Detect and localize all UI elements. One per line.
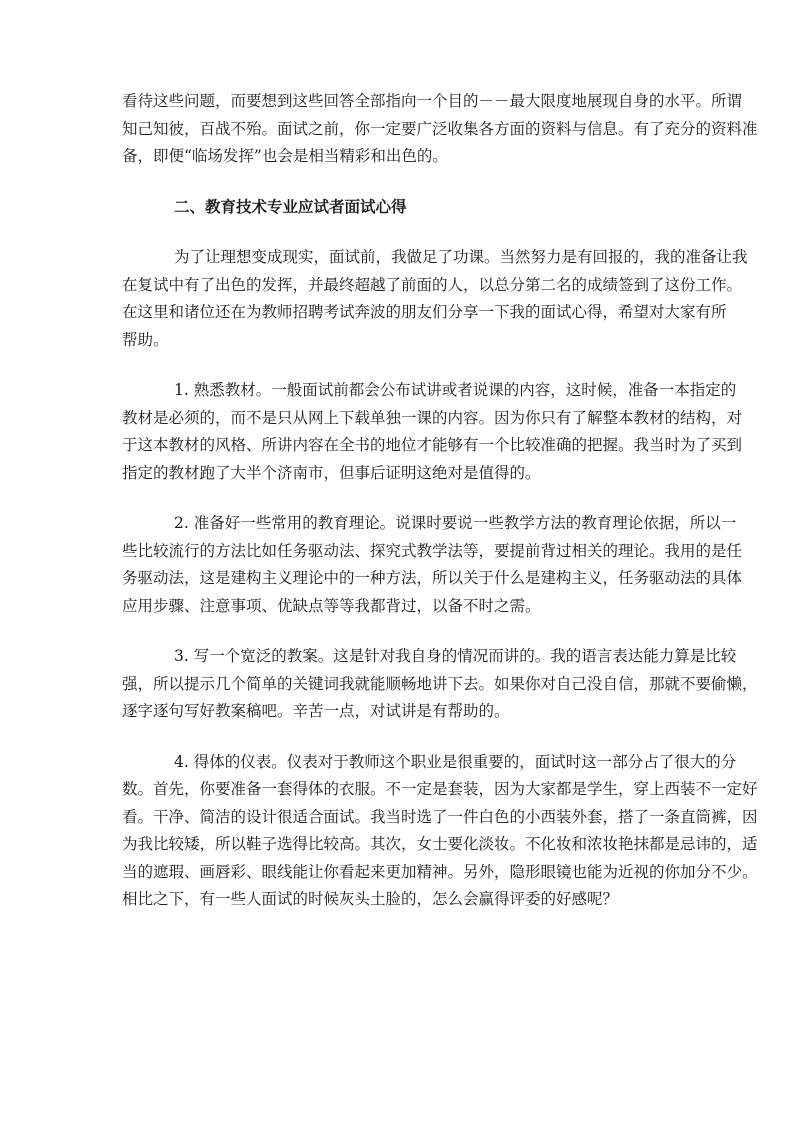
text-line: 4. 得体的仪表。仪表对于教师这个职业是很重要的，面试时这一部分占了很大的分 (174, 752, 737, 771)
text-line: 务驱动法，这是建构主义理论中的一种方法，所以关于什么是建构主义，任务驱动法的具体 (122, 569, 743, 587)
paragraph-tip-2 (122, 510, 743, 620)
text-line: 2. 准备好一些常用的教育理论。说课时要说一些教学方法的教育理论依据，所以一 (174, 514, 737, 532)
text-line: 于这本教材的风格、所讲内容在全书的地位才能够有一个比较准确的把握。我当时为了买到 (122, 436, 743, 454)
paragraph-intro (122, 88, 758, 171)
text-line: 教材是必须的，而不是只从网上下载单独一课的内容。因为你只有了解整本教材的结构，对 (122, 408, 743, 427)
document-page (122, 88, 758, 914)
text-line: 备，即便“临场发挥”也会是相当精彩和出色的。 (122, 147, 448, 165)
paragraph-tip-1 (122, 377, 743, 487)
text-line: 为我比较矮，所以鞋子选得比较高。其次，女士要化淡妆。不化妆和浓妆艳抹都是忌讳的，适 (122, 835, 758, 853)
text-line: 指定的教材跑了大半个济南市，但事后证明这绝对是值得的。 (122, 463, 541, 482)
text-line: 数。首先，你要准备一套得体的衣服。不一定是套装，因为大家都是学生，穿上西装不一定好 (122, 780, 758, 798)
text-line: 1. 熟悉教材。一般面试前都会公布试讲或者说课的内容，这时候，准备一本指定的 (174, 381, 737, 399)
section-heading: 二、教育技术专业应试者面试心得 (174, 197, 407, 216)
text-line: 为了让理想变成现实，面试前，我做足了功课。当然努力是有回报的，我的准备让我 (174, 248, 748, 266)
text-line: 3. 写一个宽泛的教案。这是针对我自身的情况而讲的。我的语言表达能力算是比较 (174, 647, 737, 665)
text-line: 看待这些问题，而要想到这些回答全部指向一个目的－－最大限度地展现自身的水平。所谓 (122, 92, 743, 110)
paragraph-tip-4 (122, 749, 758, 914)
text-line: 应用步骤、注意事项、优缺点等等我都背过，以备不时之需。 (122, 596, 541, 615)
text-line: 些比较流行的方法比如任务驱动法、探究式教学法等，要提前背过相关的理论。我用的是任 (122, 541, 743, 560)
text-line: 相比之下，有一些人面试的时候灰头土脸的，怎么会赢得评委的好感呢？ (122, 890, 619, 908)
text-line: 帮助。 (122, 330, 169, 349)
paragraph-preparation (122, 244, 748, 354)
text-line: 强，所以提示几个简单的关键词我就能顺畅地讲下去。如果你对自己没自信，那就不要偷懒， (122, 674, 758, 693)
text-line: 知己知彼，百战不殆。面试之前，你一定要广泛收集各方面的资料与信息。有了充分的资料准 (122, 119, 758, 138)
text-line: 在这里和诸位还在为教师招聘考试奔波的朋友们分享一下我的面试心得，希望对大家有所 (122, 303, 727, 321)
text-line: 当的遮瑕、画唇彩、眼线能让你看起来更加精神。另外，隐形眼镜也能为近视的你加分不少。 (122, 862, 758, 881)
paragraph-tip-3 (122, 643, 758, 726)
text-line: 逐字逐句写好教案稿吧。辛苦一点，对试讲是有帮助的。 (122, 702, 510, 720)
text-line: 在复试中有了出色的发挥，并最终超越了前面的人，以总分第二名的成绩签到了这份工作。 (122, 275, 743, 294)
text-line: 看。干净、简洁的设计很适合面试。我当时选了一件白色的小西装外套，搭了一条直筒裤，因 (122, 807, 758, 826)
